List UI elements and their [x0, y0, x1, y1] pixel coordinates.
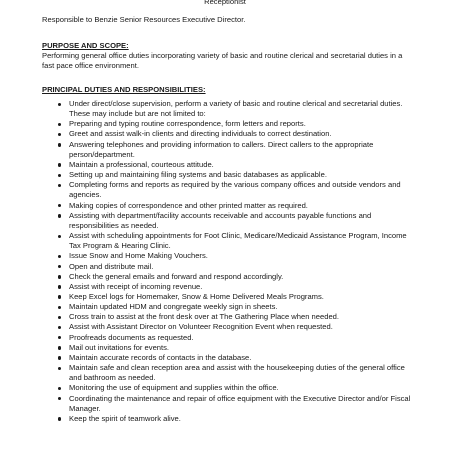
bullet-icon — [58, 275, 61, 278]
duty-text: Proofreads documents as requested. — [69, 332, 194, 342]
list-item — [58, 353, 412, 363]
bullet-icon — [58, 204, 61, 207]
reports-to-line: Responsible to Benzie Senior Resources Executive Director. — [42, 15, 246, 24]
list-item — [58, 394, 412, 414]
bullet-icon — [58, 397, 61, 400]
duty-text: Maintain updated HDM and congregate weekly sign in sheets. — [69, 302, 278, 312]
bullet-icon — [58, 214, 61, 217]
bullet-icon — [58, 326, 61, 329]
duty-text: Greet and assist walk-in clients and directing individuals to correct destination. — [69, 129, 332, 139]
duties-list — [58, 99, 412, 424]
list-item — [58, 414, 412, 424]
bullet-icon — [58, 133, 61, 136]
bullet-icon — [58, 306, 61, 309]
list-item — [58, 383, 412, 393]
list-item — [58, 333, 412, 343]
list-item — [58, 119, 412, 129]
list-item — [58, 272, 412, 282]
duty-text: Mail out invitations for events. — [69, 342, 170, 352]
list-item — [58, 251, 412, 261]
duty-text: Issue Snow and Home Making Vouchers. — [69, 251, 208, 261]
duty-text: Completing forms and reports as required by the various company offices and outside vendors and agencies. — [69, 180, 401, 200]
duty-text: Open and distribute mail. — [69, 261, 154, 271]
bullet-icon — [58, 184, 61, 187]
bullet-icon — [58, 285, 61, 288]
bullet-icon — [58, 123, 61, 126]
bullet-icon — [58, 346, 61, 349]
list-item — [58, 312, 412, 322]
list-item — [58, 262, 412, 272]
duty-text: Monitoring the use of equipment and supplies within the office. — [69, 383, 279, 393]
list-item — [58, 363, 412, 383]
list-item — [58, 211, 412, 231]
duty-text: Assist with Assistant Director on Volunteer Recognition Event when requested. — [69, 322, 333, 332]
duty-text: Keep Excel logs for Homemaker, Snow & Home Delivered Meals Programs. — [69, 291, 324, 301]
list-item — [58, 129, 412, 139]
duty-text: Under direct/close supervision, perform a variety of basic and routine clerical and secretarial duties. These may include but are not limited to: — [69, 99, 403, 119]
duty-text: Answering telephones and providing information to callers. Direct callers to the appropriate person/department. — [69, 139, 374, 159]
duty-text: Maintain safe and clean reception area and assist with the housekeeping duties of the general office and bathroom as needed. — [69, 363, 405, 383]
list-item — [58, 302, 412, 312]
duties-heading: PRINCIPAL DUTIES AND RESPONSIBILITIES: — [42, 85, 206, 94]
bullet-icon — [58, 295, 61, 298]
list-item — [58, 322, 412, 332]
bullet-icon — [58, 336, 61, 339]
duty-text: Making copies of correspondence and other printed matter as required. — [69, 200, 308, 210]
duty-text: Assisting with department/facility accounts receivable and accounts payable functions and responsibilities as needed. — [69, 210, 372, 230]
bullet-icon — [58, 265, 61, 268]
duty-text: Setting up and maintaining filing systems and basic databases as applicable. — [69, 170, 327, 180]
list-item — [58, 99, 412, 119]
list-item — [58, 282, 412, 292]
bullet-icon — [58, 174, 61, 177]
document-title: Receptionist — [204, 0, 246, 6]
duty-text: Assist with scheduling appointments for Foot Clinic, Medicare/Medicaid Assistance Program, Income Tax Program & Hearing Clinic. — [69, 231, 407, 251]
bullet-icon — [58, 163, 61, 166]
duty-text: Check the general emails and forward and respond accordingly. — [69, 271, 284, 281]
bullet-icon — [58, 316, 61, 319]
bullet-icon — [58, 356, 61, 359]
duty-text: Maintain a professional, courteous attitude. — [69, 159, 214, 169]
bullet-icon — [58, 103, 61, 106]
list-item — [58, 292, 412, 302]
list-item — [58, 160, 412, 170]
duty-text: Assist with receipt of incoming revenue. — [69, 281, 203, 291]
duty-text: Coordinating the maintenance and repair of office equipment with the Executive Director and/or Fiscal Manager. — [69, 393, 411, 413]
list-item — [58, 180, 412, 200]
list-item — [58, 231, 412, 251]
duty-text: Cross train to assist at the front desk over at The Gathering Place when needed. — [69, 312, 340, 322]
bullet-icon — [58, 417, 61, 420]
list-item — [58, 140, 412, 160]
bullet-icon — [58, 255, 61, 258]
list-item — [58, 343, 412, 353]
list-item — [58, 170, 412, 180]
list-item — [58, 201, 412, 211]
purpose-heading: PURPOSE AND SCOPE: — [42, 41, 129, 50]
duty-text: Keep the spirit of teamwork alive. — [69, 413, 181, 423]
bullet-icon — [58, 235, 61, 238]
bullet-icon — [58, 367, 61, 370]
purpose-text: Performing general office duties incorporating variety of basic and routine clerical and secretarial duties in a fast pace office environment. — [42, 51, 403, 70]
bullet-icon — [58, 143, 61, 146]
duty-text: Preparing and typing routine correspondence, form letters and reports. — [69, 119, 306, 129]
bullet-icon — [58, 387, 61, 390]
duty-text: Maintain accurate records of contacts in the database. — [69, 352, 252, 362]
